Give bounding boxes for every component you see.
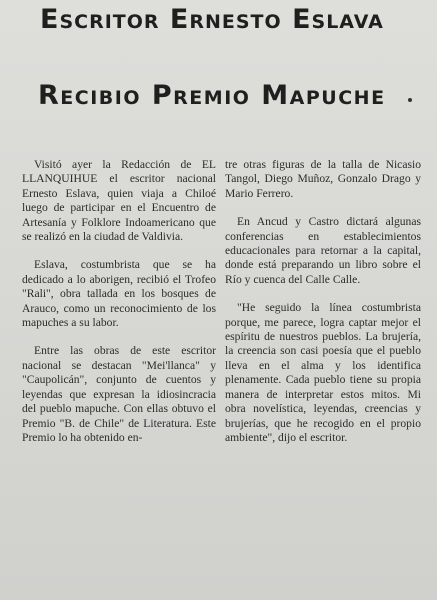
paragraph: Entre las obras de este escritor nacional se destacan "Mei'llanca" y "Caupolicán", conjunto de cuentos y leyendas que expresan la idiosincracia del pueblo mapuche. Con ellas obtuvo el Premio "B. de Chile" de Literatura. Este Premio lo ha obtenido en- [22, 344, 216, 444]
headline-line-2: Recibio Premio Mapuche [38, 80, 386, 111]
article-column-left [22, 158, 216, 459]
article-column-right [225, 158, 421, 459]
paragraph: Eslava, costumbrista que se ha dedicado a lo aborigen, recibió el Trofeo "Rali", obra tallada en los bosques de Arauco, como un reconocimiento de los mapuches a su labor. [22, 258, 216, 330]
paragraph: "He seguido la línea costumbrista porque, me parece, logra captar mejor el espíritu de nuestros pueblos. La brujería, la creencia son casi poesía que el pueblo lleva en el alma y los identifica plenamente. Cada pueblo tiene su propia manera de interpretar estos mitos. Mi obra novelística, leyendas, creencias y brujerías, que he recogido en el propio ambiente", dijo el escritor. [225, 301, 421, 444]
paragraph: Visitó ayer la Redacción de EL LLANQUIHUE el escritor nacional Ernesto Eslava, quien viaja a Chiloé luego de participar en el Encuentro de Artesanía y Folklore Indoamericano que se realizó en la ciudad de Valdivia. [22, 158, 216, 244]
paragraph: En Ancud y Castro dictará algunas conferencias en establecimientos educacionales para retornar a la capital, donde está preparando un libro sobre el Río y cuenca del Calle Calle. [225, 215, 421, 286]
paragraph: tre otras figuras de la talla de Nicasio Tangol, Diego Muñoz, Gonzalo Drago y Mario Ferrero. [225, 158, 421, 200]
headline-line-1: Escritor Ernesto Eslava [40, 4, 384, 35]
ink-dot [408, 98, 412, 102]
